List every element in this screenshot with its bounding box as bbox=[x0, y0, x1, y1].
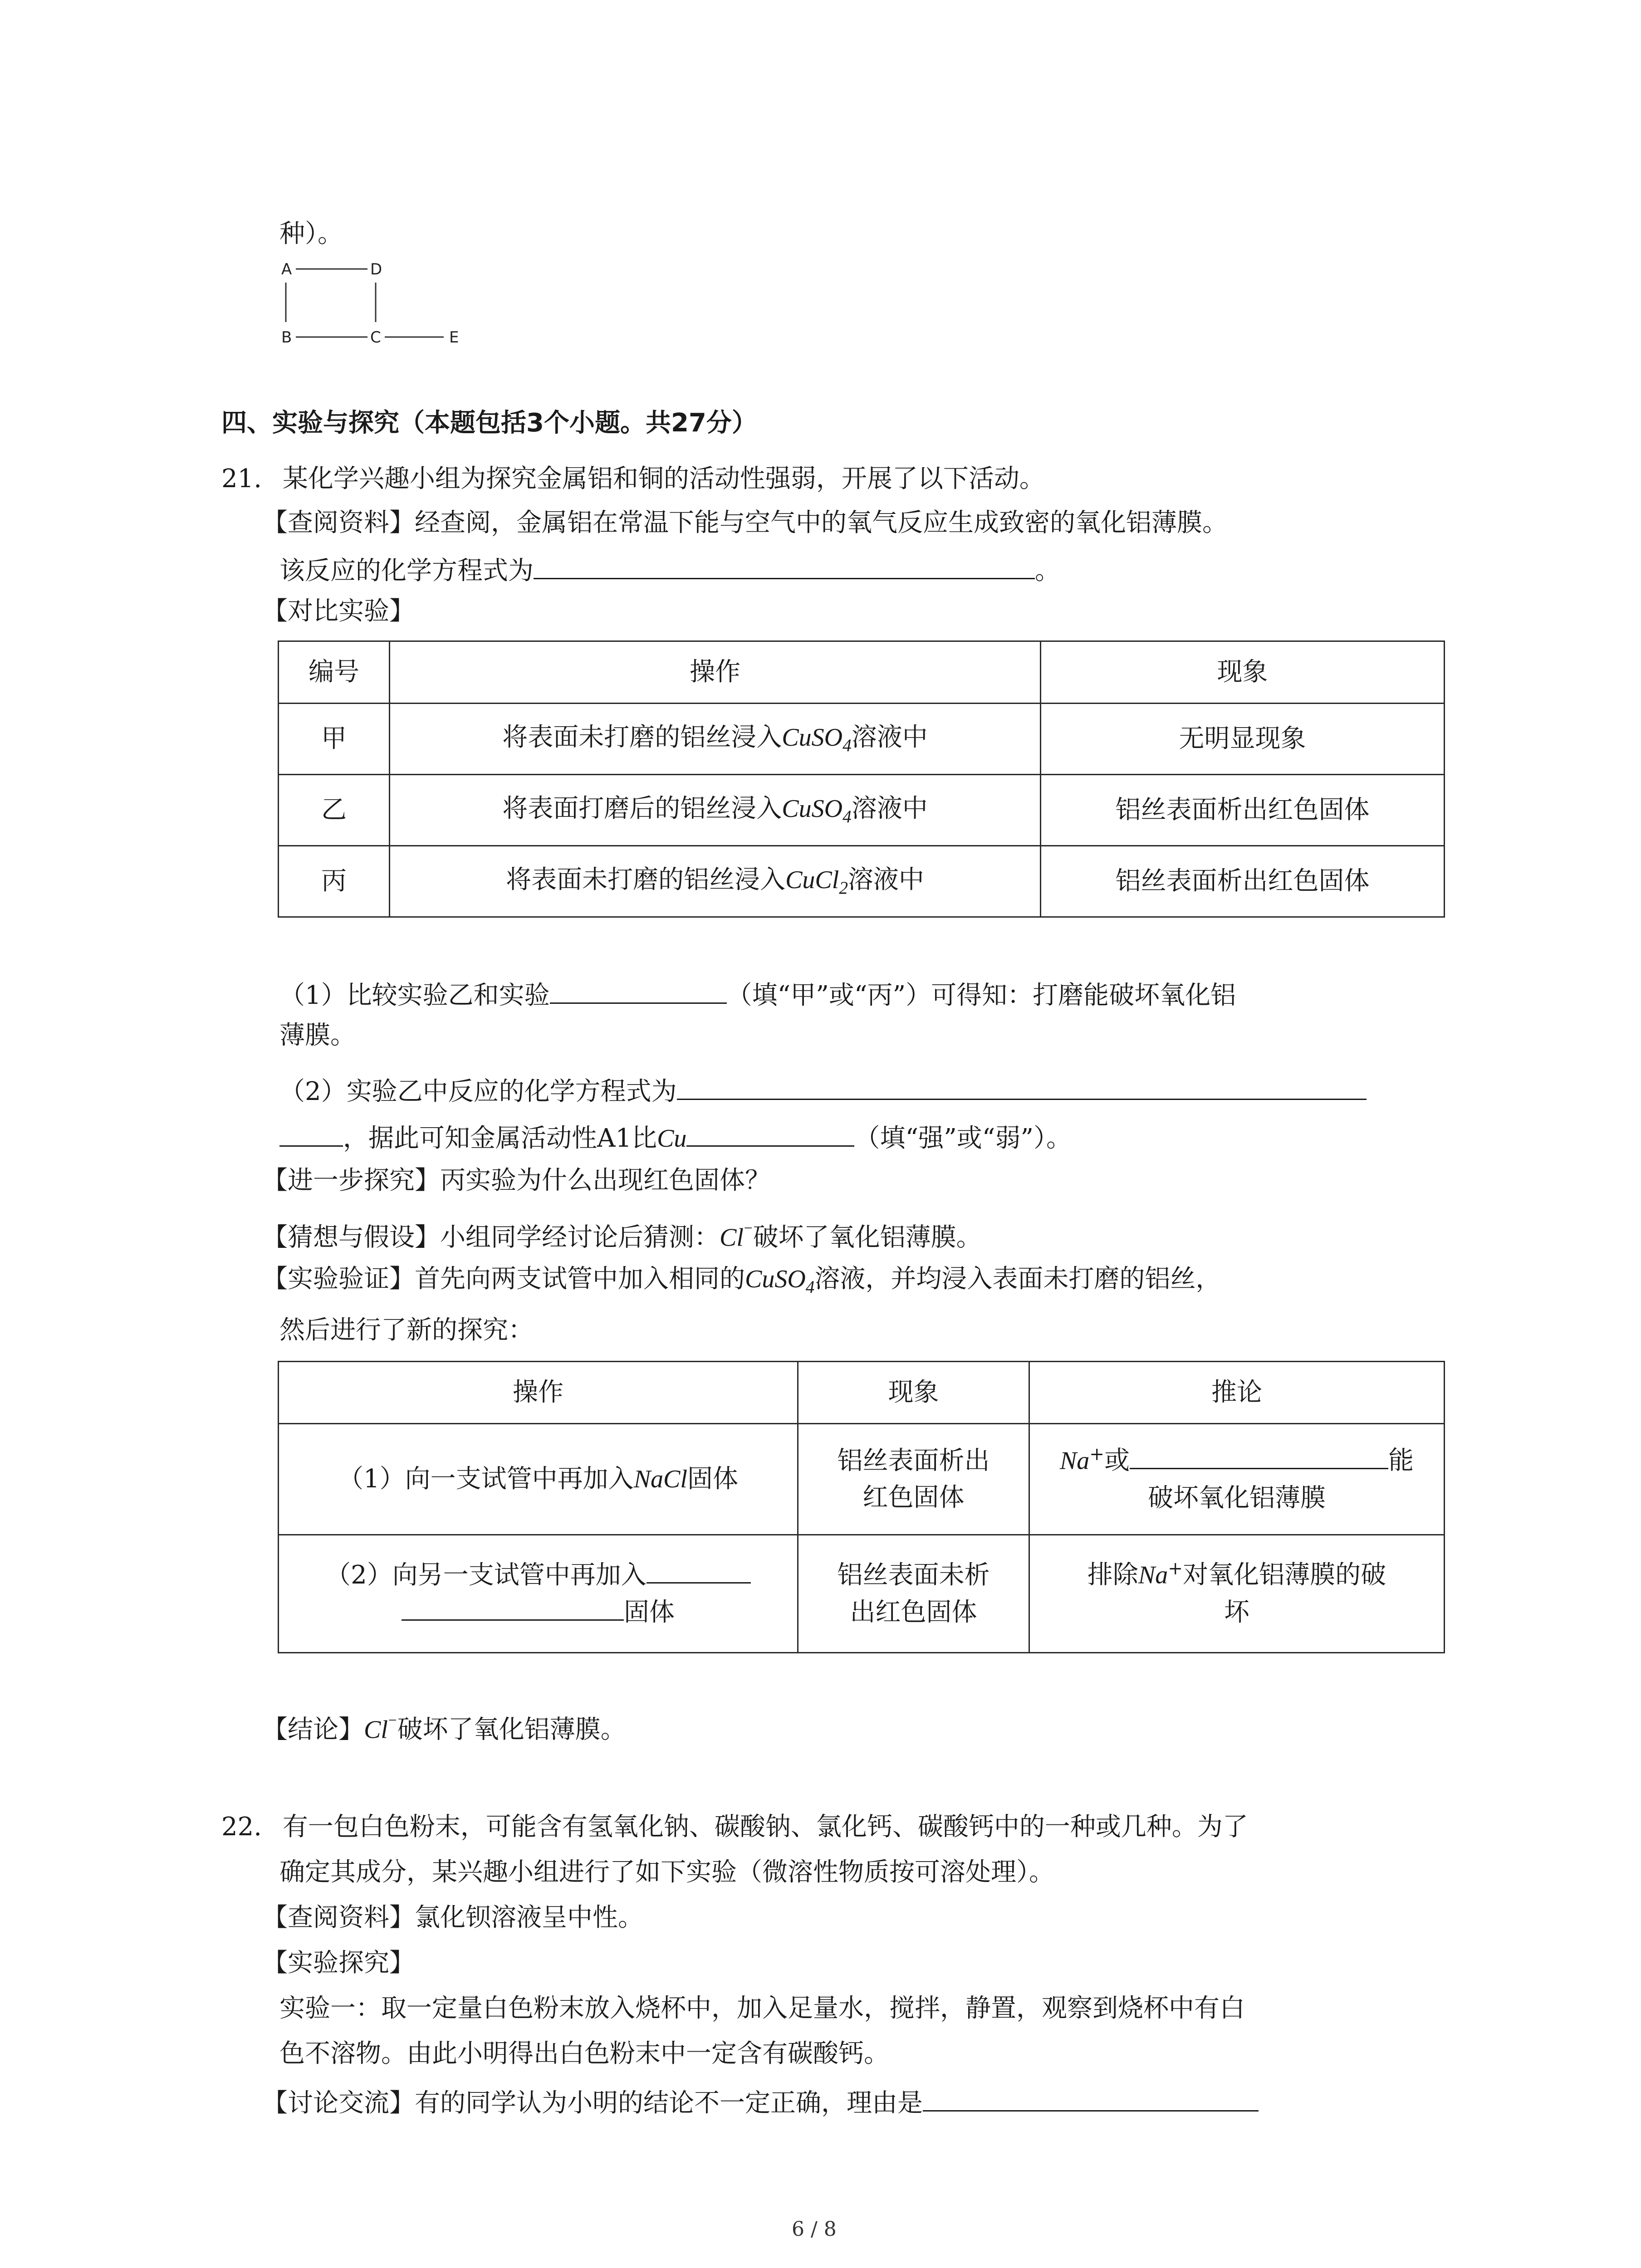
q22-explore-tag: 【实验探究】 bbox=[262, 1948, 415, 1978]
q21-part2-hint: （填“强”或“弱”）。 bbox=[854, 1124, 1072, 1153]
row-operation: （1）向一支试管中再加入NaCl固体 bbox=[279, 1424, 798, 1535]
table-row bbox=[279, 775, 1445, 846]
q22-reference bbox=[262, 1905, 643, 1931]
q21-chloride: Cl bbox=[720, 1223, 744, 1252]
q21-part2-compare-blank[interactable] bbox=[686, 1122, 854, 1147]
connection-diagram bbox=[281, 256, 472, 352]
row-phenomenon: 铝丝表面析出 红色固体 bbox=[798, 1424, 1029, 1535]
node-a-label: A bbox=[281, 260, 292, 279]
q21-part2-text: （2）实验乙中反应的化学方程式为 bbox=[279, 1077, 677, 1106]
verification-table bbox=[278, 1361, 1445, 1653]
q21-conclusion-chloride: Cl bbox=[364, 1716, 388, 1744]
q22-number: 22. bbox=[221, 1812, 262, 1842]
q22-line1-text: 有一包白色粉末，可能含有氢氧化钠、碳酸钠、氯化钙、碳酸钙中的一种或几种。为了 bbox=[282, 1812, 1248, 1842]
q21-guess-tag: 【猜想与假设】 bbox=[262, 1222, 440, 1252]
q21-compare-tag: 【对比实验】 bbox=[262, 596, 415, 626]
col-header-inference: 推论 bbox=[1029, 1362, 1445, 1424]
row-phenomenon: 铝丝表面析出红色固体 bbox=[1041, 775, 1445, 846]
q21-verification-cont: 然后进行了新的探究： bbox=[279, 1315, 534, 1345]
col-header-phenomenon: 现象 bbox=[1041, 641, 1445, 704]
q22-discussion bbox=[262, 2087, 1259, 2116]
q21-part2-equation-blank-cont[interactable] bbox=[279, 1122, 343, 1147]
ion-blank[interactable] bbox=[1130, 1444, 1388, 1469]
q22-experiment1-line1: 实验一：取一定量白色粉末放入烧杯中，加入足量水，搅拌，静置，观察到烧杯中有白 bbox=[279, 1994, 1245, 2023]
q21-further-tag: 【进一步探究】 bbox=[262, 1166, 440, 1195]
table-header-row bbox=[279, 1362, 1445, 1424]
q22-discuss-text: 有的同学认为小明的结论不一定正确，理由是 bbox=[415, 2088, 923, 2118]
solid-blank[interactable] bbox=[647, 1559, 751, 1584]
q21-part2 bbox=[279, 1075, 1367, 1105]
q21-ref-text: 经查阅，金属铝在常温下能与空气中的氧气反应生成致密的氧化铝薄膜。 bbox=[415, 508, 1228, 538]
row-operation: 将表面未打磨的铝丝浸入CuSO$_4$溶液中 bbox=[390, 704, 1041, 775]
row-id: 甲 bbox=[279, 704, 390, 775]
q22-discuss-tag: 【讨论交流】 bbox=[262, 2088, 415, 2118]
table-row bbox=[279, 1535, 1445, 1653]
q21-conclusion-text: 破坏了氧化铝薄膜。 bbox=[397, 1715, 626, 1745]
q21-verify-formula: CuSO bbox=[745, 1265, 806, 1293]
q21-part2-cu: Cu bbox=[657, 1124, 687, 1153]
table-header-row bbox=[279, 641, 1445, 704]
q21-eq-prompt-text: 该反应的化学方程式为 bbox=[279, 556, 534, 586]
row-inference: 排除Na+对氧化铝薄膜的破 坏 bbox=[1029, 1535, 1445, 1653]
q21-part1 bbox=[279, 979, 1236, 1008]
q21-further-text: 丙实验为什么出现红色固体？ bbox=[440, 1166, 770, 1195]
q21-part1-hint: （填“甲”或“丙”）可得知：打磨能破坏氧化铝 bbox=[726, 981, 1236, 1010]
q22-experiment1-line2: 色不溶物。由此小明得出白色粉末中一定含有碳酸钙。 bbox=[279, 2039, 889, 2068]
row-phenomenon: 铝丝表面未析 出红色固体 bbox=[798, 1535, 1029, 1653]
q21-chloride-charge: ⁻ bbox=[743, 1221, 753, 1242]
q21-reference bbox=[262, 510, 1228, 536]
q22-line2: 确定其成分，某兴趣小组进行了如下实验（微溶性物质按可溶处理）。 bbox=[279, 1857, 1054, 1887]
q21-ref-tag: 【查阅资料】 bbox=[262, 508, 415, 538]
solid-blank-cont[interactable] bbox=[402, 1596, 624, 1621]
q21-verification bbox=[262, 1266, 1221, 1296]
q21-equation-prompt bbox=[279, 554, 1060, 584]
q21-part1-cont: 薄膜。 bbox=[279, 1021, 356, 1050]
q21-guess-post: 破坏了氧化铝薄膜。 bbox=[753, 1222, 982, 1252]
q21-verify-sub: 4 bbox=[805, 1277, 815, 1297]
q21-hypothesis bbox=[262, 1222, 982, 1251]
table-row bbox=[279, 704, 1445, 775]
q21-guess-pre: 小组同学经讨论后猜测： bbox=[440, 1222, 720, 1252]
q21-further-explore bbox=[262, 1168, 770, 1193]
q21-equation-blank[interactable] bbox=[534, 554, 1035, 579]
previous-question-tail: 种）。 bbox=[279, 219, 343, 249]
table-row bbox=[279, 846, 1445, 917]
col-header-id: 编号 bbox=[279, 641, 390, 704]
table-row bbox=[279, 1424, 1445, 1535]
row-operation: 将表面未打磨的铝丝浸入CuCl$_2$溶液中 bbox=[390, 846, 1041, 917]
row-id: 丙 bbox=[279, 846, 390, 917]
q21-intro-text: 某化学兴趣小组为探究金属铝和铜的活动性强弱，开展了以下活动。 bbox=[282, 464, 1045, 494]
q22-ref-text: 氯化钡溶液呈中性。 bbox=[415, 1903, 643, 1932]
row-operation: （2）向另一支试管中再加入 固体 bbox=[279, 1535, 798, 1653]
row-phenomenon: 无明显现象 bbox=[1041, 704, 1445, 775]
q21-verify-post: 溶液，并均浸入表面未打磨的铝丝， bbox=[814, 1264, 1221, 1294]
q21-conclusion-charge: ⁻ bbox=[387, 1713, 397, 1734]
q22-ref-tag: 【查阅资料】 bbox=[262, 1903, 415, 1932]
q21-intro bbox=[221, 466, 1045, 492]
col-header-operation: 操作 bbox=[390, 641, 1041, 704]
q21-part2-equation-blank[interactable] bbox=[677, 1075, 1367, 1100]
q21-part2-mid: ，据此可知金属活动性A1比 bbox=[343, 1124, 657, 1153]
node-e-label: E bbox=[449, 328, 459, 347]
page-number: 6 / 8 bbox=[792, 2218, 837, 2241]
node-b-label: B bbox=[281, 328, 292, 347]
q21-part1-text: （1）比较实验乙和实验 bbox=[279, 981, 550, 1010]
q22-line1 bbox=[221, 1814, 1248, 1840]
q21-period: 。 bbox=[1035, 556, 1060, 586]
row-inference: Na+或 能 破坏氧化铝薄膜 bbox=[1029, 1424, 1445, 1535]
q21-part1-blank[interactable] bbox=[550, 979, 727, 1004]
comparison-table bbox=[278, 640, 1445, 918]
q21-verify-pre: 首先向两支试管中加入相同的 bbox=[415, 1264, 745, 1294]
col-header-operation: 操作 bbox=[279, 1362, 798, 1424]
q21-part2-cont bbox=[279, 1122, 1072, 1151]
q21-verify-tag: 【实验验证】 bbox=[262, 1264, 415, 1294]
q21-conclusion-tag: 【结论】 bbox=[262, 1715, 364, 1745]
q22-reason-blank[interactable] bbox=[923, 2087, 1259, 2112]
q21-conclusion bbox=[262, 1715, 626, 1743]
row-operation: 将表面打磨后的铝丝浸入CuSO$_4$溶液中 bbox=[390, 775, 1041, 846]
col-header-phenomenon: 现象 bbox=[798, 1362, 1029, 1424]
node-c-label: C bbox=[370, 328, 381, 347]
row-phenomenon: 铝丝表面析出红色固体 bbox=[1041, 846, 1445, 917]
row-id: 乙 bbox=[279, 775, 390, 846]
node-d-label: D bbox=[370, 260, 382, 279]
section-title: 四、实验与探究（本题包括3个小题。共27分） bbox=[221, 408, 757, 438]
q21-number: 21. bbox=[221, 464, 262, 494]
